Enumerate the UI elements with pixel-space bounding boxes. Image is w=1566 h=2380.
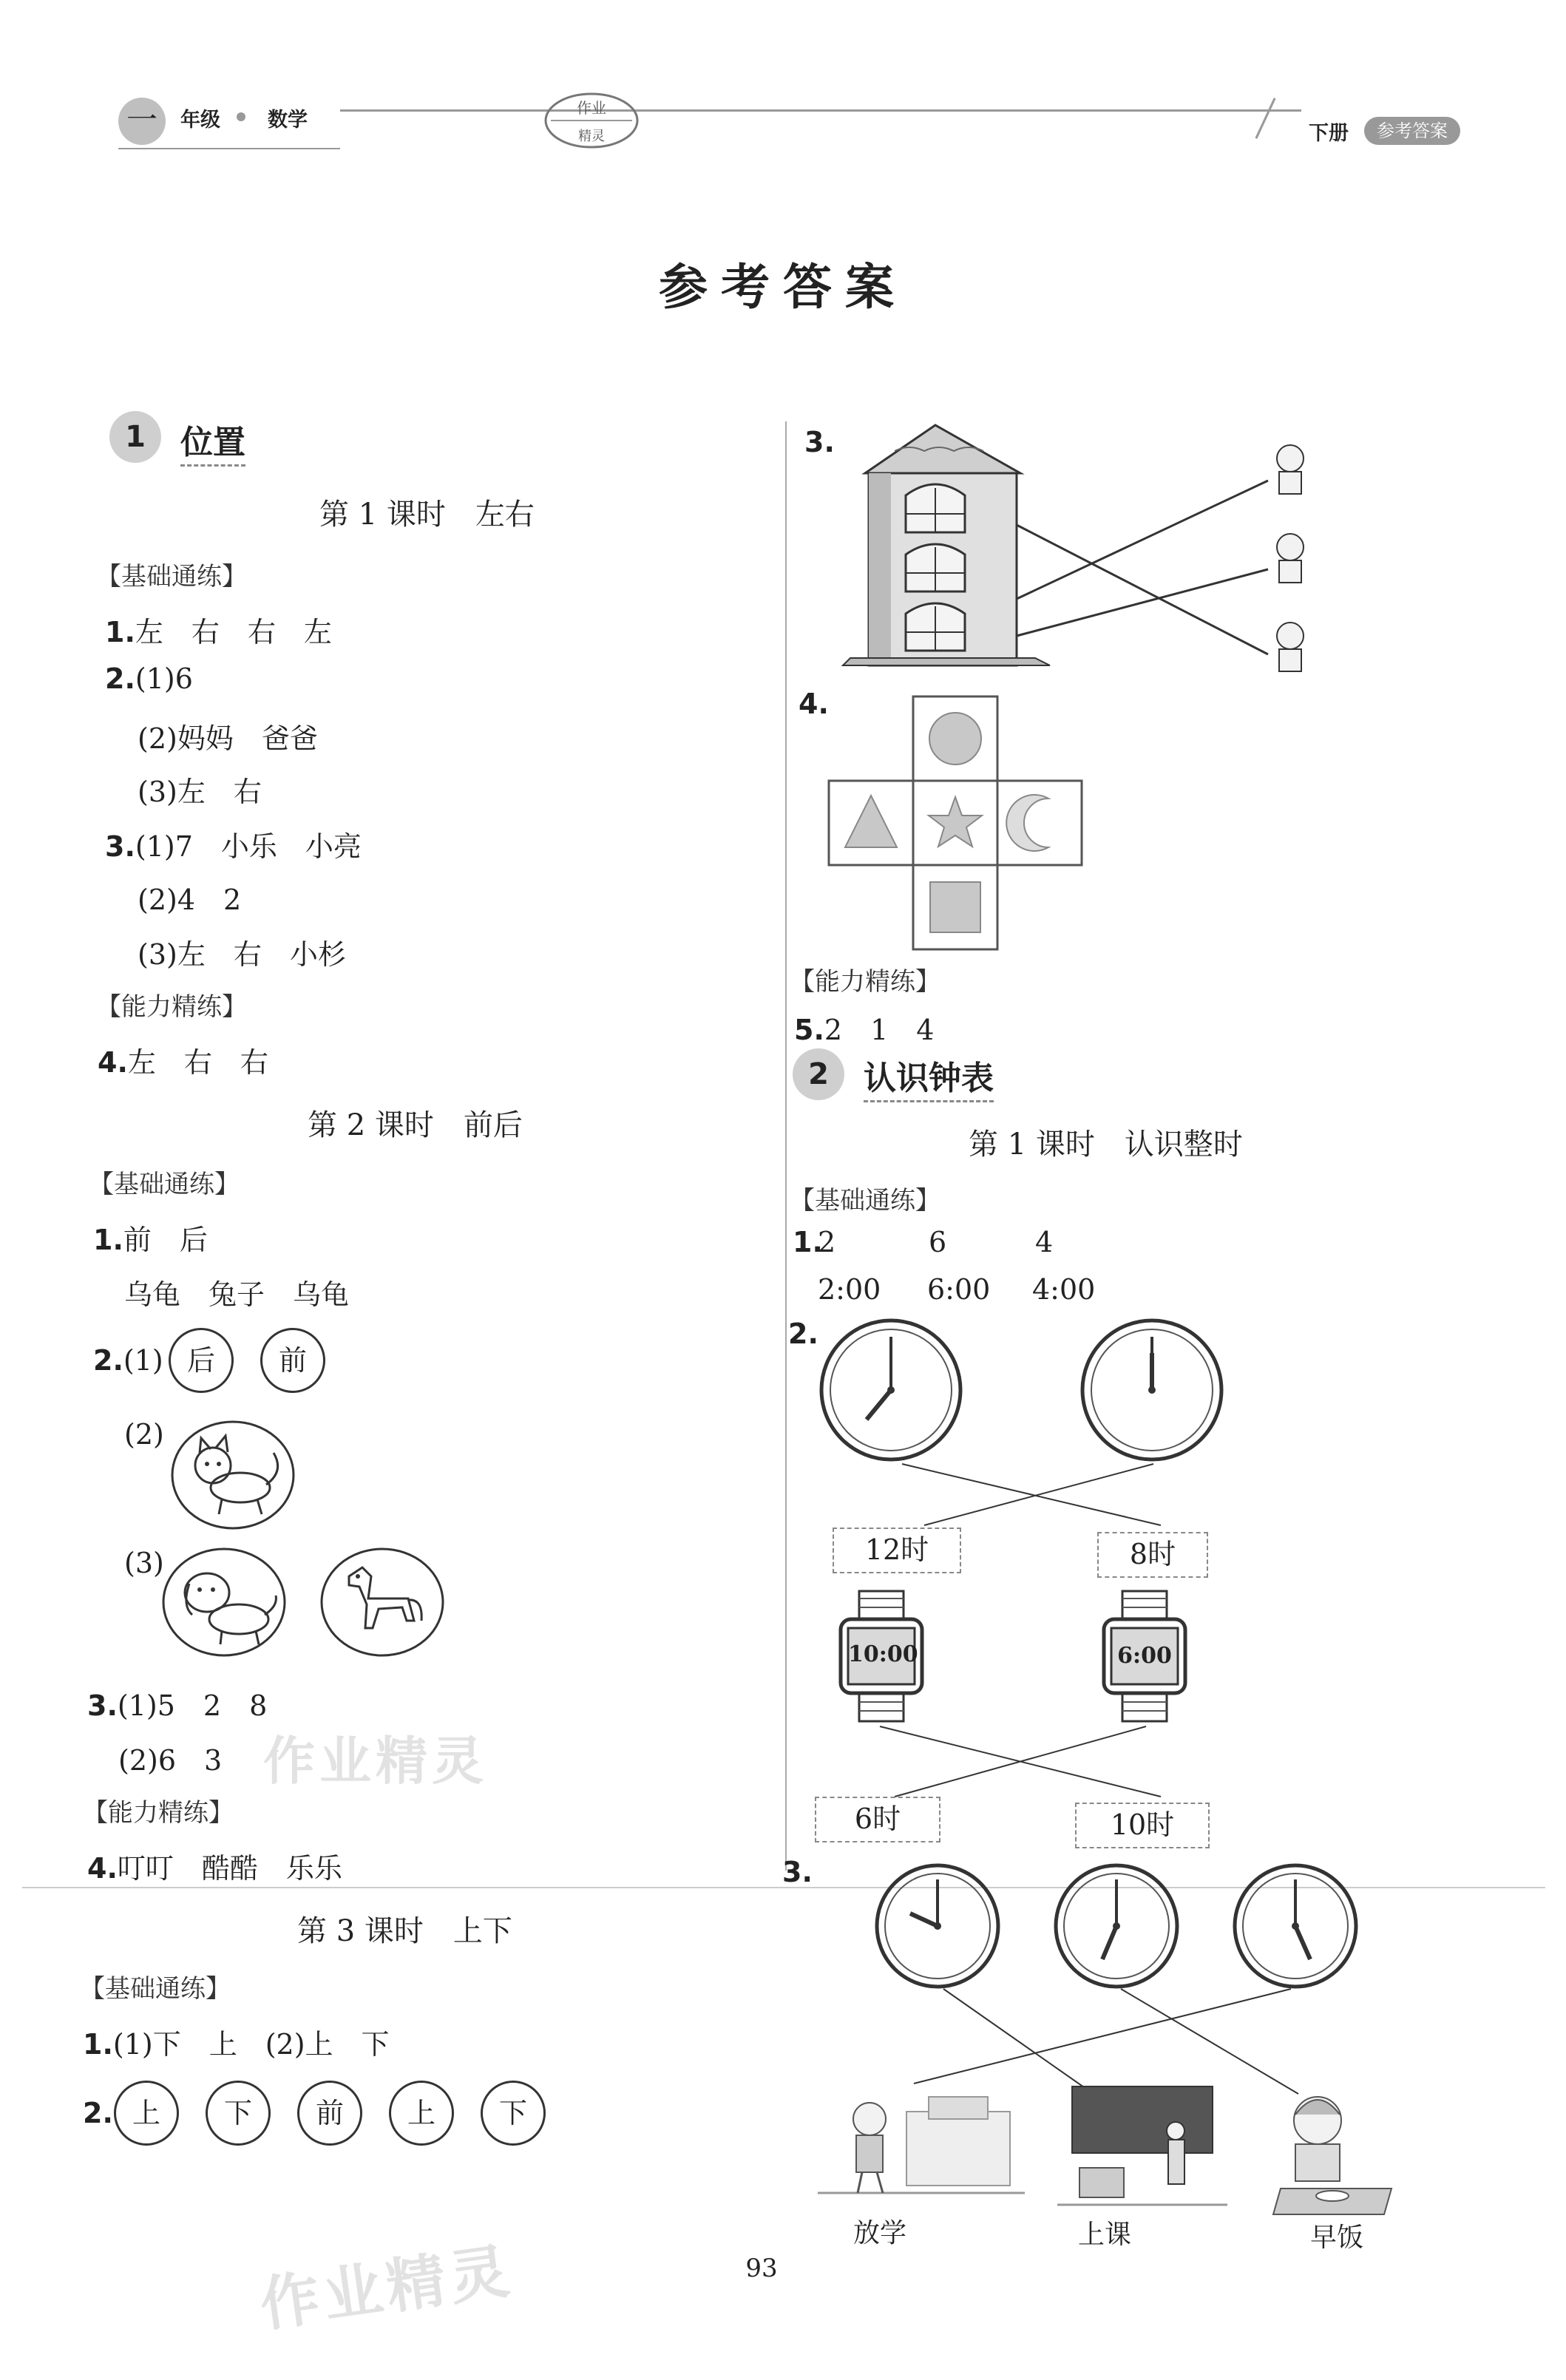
answer: 6 <box>929 1226 947 1258</box>
section-ability: 【能力精练】 <box>96 992 247 1022</box>
circled-answer: 下 <box>206 2081 271 2146</box>
q-num: 4. <box>87 1852 118 1885</box>
column-divider <box>785 421 787 1871</box>
house-animals-illustration <box>835 414 1323 691</box>
q-num: 3. <box>105 830 135 863</box>
q-num: 4. <box>98 1046 128 1079</box>
answer: (3) <box>124 1547 164 1579</box>
volume-label: 下册 <box>1309 122 1349 145</box>
answer: 乌龟 兔子 乌龟 <box>124 1278 350 1311</box>
q-num: 1. <box>93 1224 123 1256</box>
scene-caption: 早饭 <box>1310 2223 1364 2253</box>
answer: (1)5 2 8 <box>117 1689 268 1722</box>
unit2-title: 认识钟表 <box>864 1051 994 1102</box>
svg-text:作业: 作业 <box>577 99 606 117</box>
page-title: 参考答案 <box>659 259 907 316</box>
section-ability: 【能力精练】 <box>790 967 940 997</box>
answer: 2:00 <box>818 1273 881 1306</box>
time-label: 10时 <box>1075 1803 1210 1848</box>
circled-answer: 上 <box>389 2081 454 2146</box>
unit2-badge: 2 <box>793 1048 844 1100</box>
watch-connector-lines <box>813 1723 1272 1807</box>
section-basic: 【基础通练】 <box>80 1974 231 2004</box>
q-num: 4. <box>799 688 829 720</box>
answer: 前 后 <box>123 1224 208 1256</box>
answer: 6:00 <box>927 1273 991 1306</box>
scene-breakfast <box>1266 2085 1399 2221</box>
unit2-lesson1-title: 第 1 课时 认识整时 <box>969 1128 1243 1162</box>
q-num: 2. <box>788 1318 818 1350</box>
answer: (1)7 小乐 小亮 <box>135 830 362 863</box>
answer: (2)妈妈 爸爸 <box>138 722 318 755</box>
logo-seal <box>540 87 643 154</box>
circled-answer: 前 <box>260 1328 325 1393</box>
answer: (2)6 3 <box>118 1744 223 1777</box>
q-num: 3. <box>804 426 835 458</box>
q-num: 2. <box>83 2097 113 2129</box>
circled-answer: 前 <box>297 2081 362 2146</box>
watch-display: 10:00 <box>848 1641 918 1667</box>
page-number: 93 <box>745 2254 778 2283</box>
circled-answer: 下 <box>481 2081 546 2146</box>
svg-text:精灵: 精灵 <box>578 129 605 144</box>
answer: (2) <box>124 1418 164 1451</box>
clock-scene-matching <box>810 1863 1387 2110</box>
q-num: 1. <box>793 1226 823 1258</box>
cat-illustration <box>170 1420 296 1533</box>
time-label: 6时 <box>815 1797 940 1842</box>
watermark: 作业精灵 <box>263 1731 488 1791</box>
answer: (3)左 右 小杉 <box>138 938 346 971</box>
q-num: 1. <box>83 2028 113 2061</box>
answer: 4:00 <box>1032 1273 1096 1306</box>
q-num: 3. <box>87 1689 118 1722</box>
answer: 2 <box>818 1226 836 1258</box>
answer: (1)下 上 (2)上 下 <box>112 2028 390 2061</box>
answer: (1) <box>123 1344 163 1377</box>
cube-net-illustration <box>827 695 1085 957</box>
unit1-title: 位置 <box>180 416 245 467</box>
circled-answer: 上 <box>114 2081 179 2146</box>
answer: 2 1 4 <box>824 1014 935 1046</box>
horse-illustration <box>319 1547 445 1661</box>
lesson1-title: 第 1 课时 左右 <box>319 498 535 532</box>
answer: (1)6 <box>135 662 193 695</box>
answer: (3)左 右 <box>138 776 262 808</box>
time-label: 12时 <box>833 1528 961 1573</box>
answer: 叮叮 酷酷 乐乐 <box>117 1852 342 1885</box>
answer-tag: 参考答案 <box>1364 117 1460 145</box>
answer: 左 右 右 <box>127 1046 268 1079</box>
watch-display: 6:00 <box>1117 1643 1172 1669</box>
q-num: 5. <box>794 1014 824 1046</box>
answer: 4 <box>1035 1226 1054 1258</box>
watermark: 作业精灵 <box>256 2236 518 2340</box>
scene-classroom <box>1057 2079 1227 2215</box>
scene-caption: 上课 <box>1078 2220 1132 2250</box>
section-ability: 【能力精练】 <box>83 1798 234 1828</box>
answer: (2)4 2 <box>138 884 242 916</box>
header-rule <box>340 109 1301 112</box>
scene-school-gate <box>818 2082 1025 2211</box>
dog-illustration <box>161 1547 287 1661</box>
answer: 左 右 右 左 <box>135 616 332 648</box>
q-num: 2. <box>105 662 135 695</box>
q-num: 1. <box>105 616 135 648</box>
section-basic: 【基础通练】 <box>89 1170 240 1199</box>
header-rule-left <box>118 148 340 149</box>
lesson3-title: 第 3 课时 上下 <box>297 1914 512 1948</box>
header-dot <box>237 112 245 121</box>
lesson2-title: 第 2 课时 前后 <box>308 1108 523 1142</box>
header-slash <box>1255 98 1275 139</box>
circled-answer: 后 <box>169 1328 234 1393</box>
q-num: 2. <box>93 1344 123 1377</box>
unit1-badge: 1 <box>109 411 161 463</box>
section-basic: 【基础通练】 <box>96 562 247 591</box>
grade-badge: 一 <box>118 98 166 145</box>
q-num: 3. <box>782 1856 813 1888</box>
scene-caption: 放学 <box>853 2218 907 2248</box>
time-label: 8时 <box>1097 1532 1208 1578</box>
subject-label: 数学 <box>268 109 308 132</box>
section-basic: 【基础通练】 <box>790 1186 940 1216</box>
grade-label: 年级 <box>180 109 220 132</box>
clock-matching-1 <box>813 1316 1272 1541</box>
